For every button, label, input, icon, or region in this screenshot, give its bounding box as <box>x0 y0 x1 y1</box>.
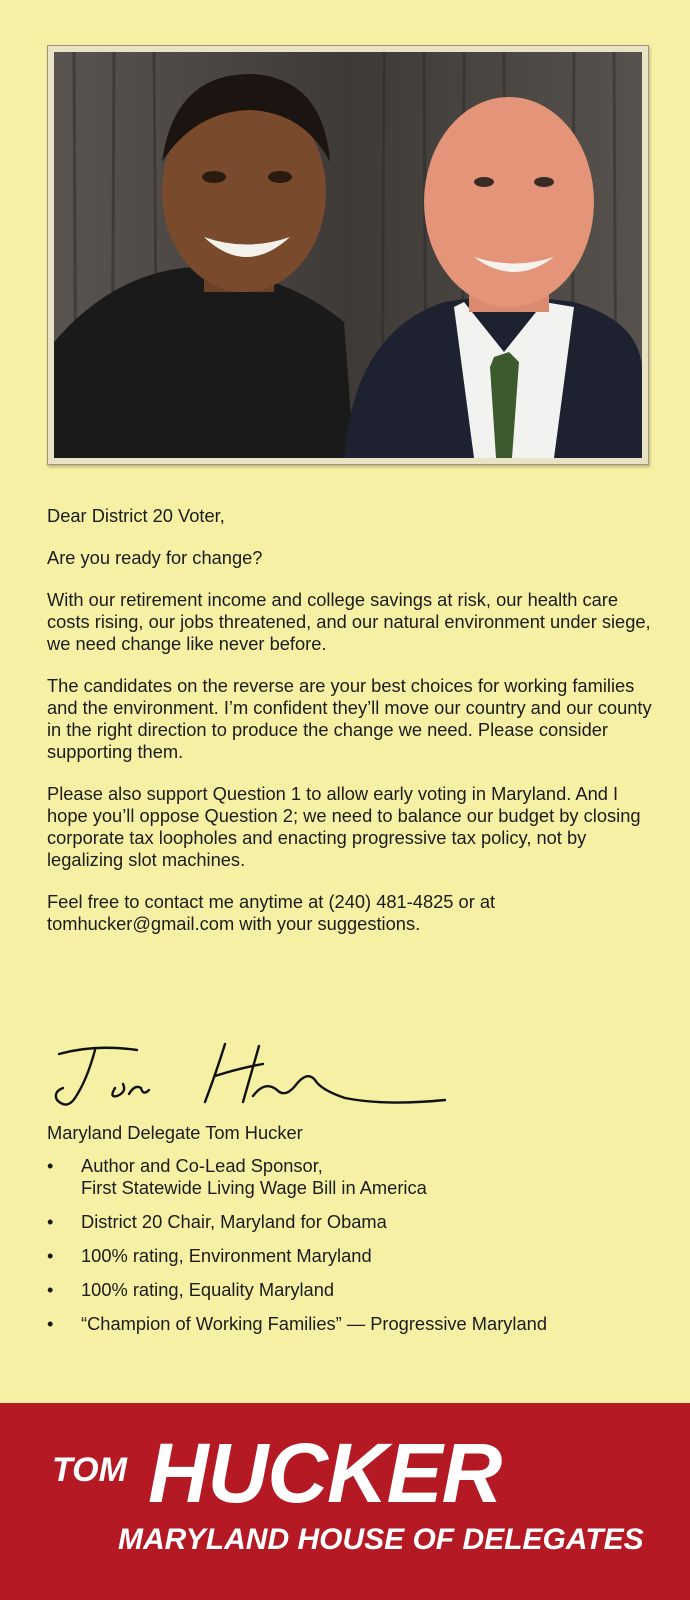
credential-text: 100% rating, Equality Maryland <box>81 1279 335 1300</box>
list-item <box>47 1279 667 1301</box>
bullet-icon: • <box>47 1245 54 1266</box>
photo-two-people-icon <box>54 52 642 458</box>
credential-text: Author and Co-Lead Sponsor, <box>81 1155 323 1176</box>
photo-frame <box>47 45 649 465</box>
credentials-list <box>47 1155 667 1347</box>
signer-name: Maryland Delegate Tom Hucker <box>47 1122 303 1143</box>
bullet-icon: • <box>47 1279 54 1300</box>
letter-paragraph: Feel free to contact me anytime at (240) 481-4825 or at tomhucker@gmail.com with your suggestions. <box>47 891 496 934</box>
banner-last-name: HUCKER <box>148 1426 502 1520</box>
letter-paragraph: Are you ready for change? <box>47 547 263 568</box>
credential-text: “Champion of Working Families” — Progressive Maryland <box>81 1313 547 1334</box>
letter-paragraph: Please also support Question 1 to allow early voting in Maryland. And I hope you’ll oppose Question 2; we need to balance our budget by closing corporate tax loopholes and enacting progressive tax policy, not by legalizing slot machines. <box>47 783 641 870</box>
candidate-banner <box>0 1403 690 1600</box>
banner-office: MARYLAND HOUSE OF DELEGATES <box>118 1523 644 1556</box>
candidate-photo <box>54 52 642 458</box>
credential-text: 100% rating, Environment Maryland <box>81 1245 372 1266</box>
bullet-icon: • <box>47 1313 54 1334</box>
bullet-icon: • <box>47 1155 54 1176</box>
letter-greeting: Dear District 20 Voter, <box>47 505 225 526</box>
handwritten-signature <box>45 1040 465 1115</box>
letter-paragraph: With our retirement income and college savings at risk, our health care costs rising, our jobs threatened, and our natural environment under siege, we need change like never before. <box>47 589 651 654</box>
credential-text: First Statewide Living Wage Bill in America <box>81 1177 427 1198</box>
bullet-icon: • <box>47 1211 54 1232</box>
letter-body <box>47 505 657 955</box>
letter-paragraph: The candidates on the reverse are your best choices for working families and the environment. I’m confident they’ll move our country and our county in the right direction to produce the change we need. Please consider supporting them. <box>47 675 652 762</box>
list-item <box>47 1155 667 1199</box>
credential-text: District 20 Chair, Maryland for Obama <box>81 1211 387 1232</box>
list-item <box>47 1313 667 1335</box>
list-item <box>47 1245 667 1267</box>
list-item <box>47 1211 667 1233</box>
banner-first-name: TOM <box>52 1451 127 1489</box>
